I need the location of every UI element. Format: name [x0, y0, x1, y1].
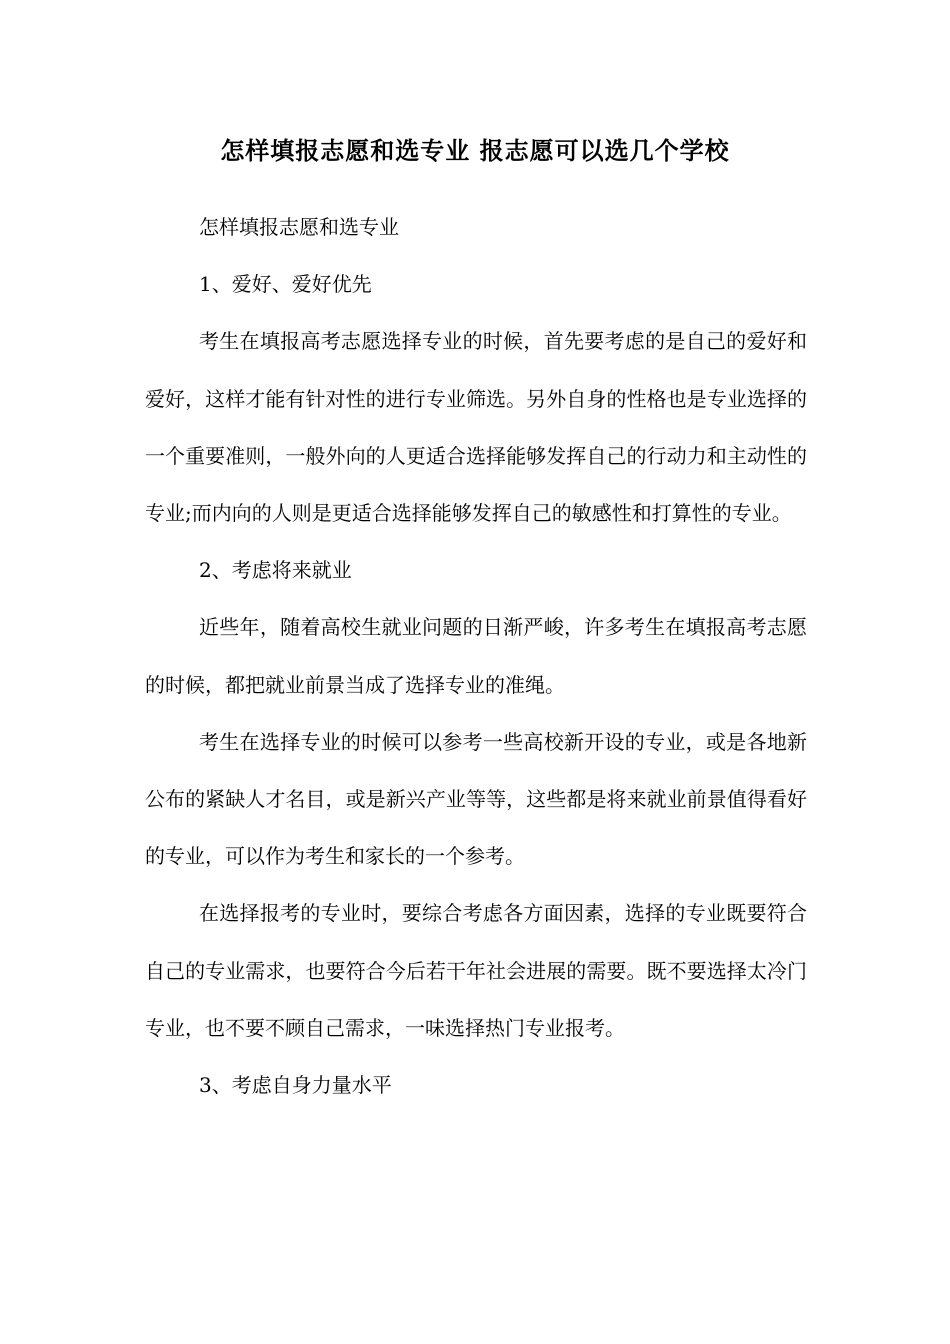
page-title: 怎样填报志愿和选专业 报志愿可以选几个学校	[220, 137, 730, 165]
paragraph-body-2: 近些年，随着高校生就业问题的日渐严峻，许多考生在填报高考志愿的时候，都把就业前景当成了选择专业的准绳。	[145, 615, 807, 697]
paragraph-heading-3: 3、考虑自身力量水平	[199, 1073, 392, 1098]
paragraph-body-3: 考生在选择专业的时候可以参考一些高校新开设的专业，或是各地新公布的紧缺人才名目，或是新兴产业等等，这些都是将来就业前景值得看好的专业，可以作为考生和家长的一个参考。	[145, 729, 807, 869]
document-body	[145, 199, 807, 1114]
paragraph-subtitle: 怎样填报志愿和选专业	[199, 215, 399, 239]
paragraph-heading-2: 2、考虑将来就业	[199, 558, 352, 583]
paragraph-body-4: 在选择报考的专业时，要综合考虑各方面因素，选择的专业既要符合自己的专业需求，也要符合今后若干年社会进展的需要。既不要选择太冷门专业，也不要不顾自己需求，一味选择热门专业报考。	[145, 901, 807, 1040]
paragraph-body-1: 考生在填报高考志愿选择专业的时候，首先要考虑的是自己的爱好和爱好，这样才能有针对性的进行专业筛选。另外自身的性格也是专业选择的一个重要准则，一般外向的人更适合选择能够发挥自己的行动力和主动性的专业;而内向的人则是更适合选择能够发挥自己的敏感性和打算性的专业。	[145, 329, 807, 526]
paragraph-heading-1: 1、爱好、爱好优先	[199, 272, 372, 297]
